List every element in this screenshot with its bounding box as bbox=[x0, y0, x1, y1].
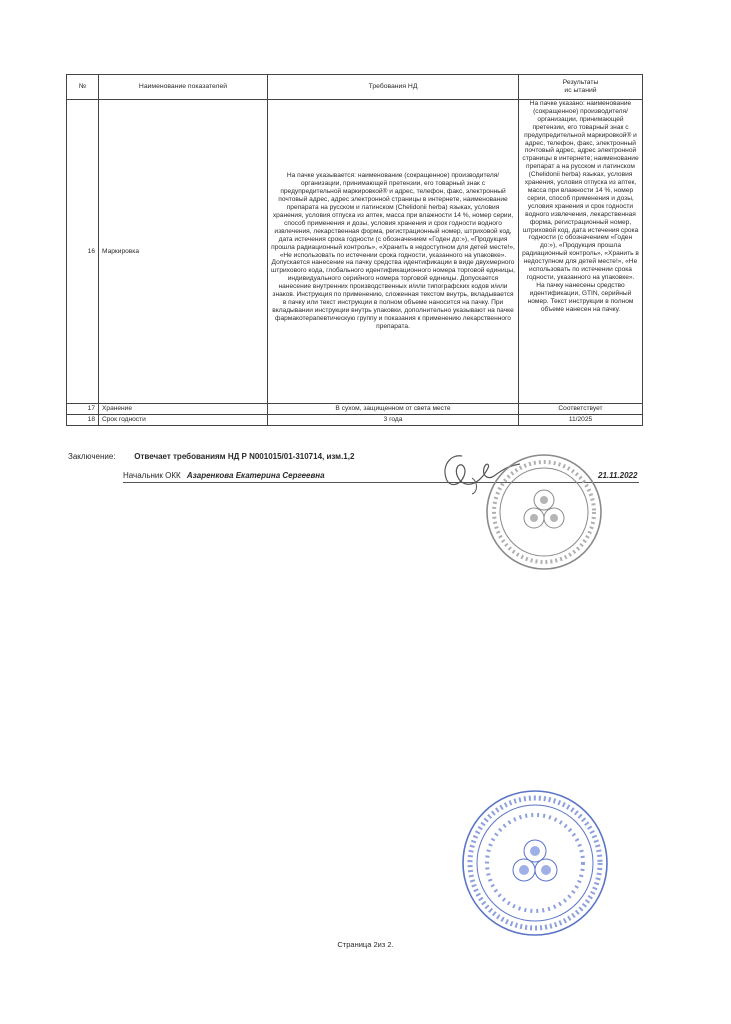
header-num: № bbox=[67, 75, 99, 100]
row-result: 11/2025 bbox=[519, 415, 643, 426]
blue-stamp bbox=[460, 788, 610, 938]
table-header-row bbox=[67, 75, 643, 100]
conclusion-label: Заключение: bbox=[68, 452, 116, 461]
header-name: Наименование показателей bbox=[99, 75, 268, 100]
row-requirement: В сухом, защищенном от света месте bbox=[268, 404, 519, 415]
row-requirement: На пачке указывается: наименование (сокращенное) производителя/организации, принимающей претензии, его товарный знак с предупредительной маркировкой® и адрес, телефон, факс, электронный почтовый адрес, адрес электронной страницы в интернете, наименование препарата на русском и латинском (Chelidonii herba) языках, условия хранения, условия отпуска из аптек, масса при влажности 14 %, номер серии, способ применения и дозы, условия хранения и срок годности водного извлечения, лекарственная форма, регистрационный номер, штриховой код, дата истечения срока годности (с обозначением «Годен до:»), «Продукция прошла радиационный контроль», «Хранить в недоступном для детей месте!», «Не использовать по истечении срока годности, указанного на упаковке». Допускается нанесение на пачку средства идентификации в виде двухмерного штрихового кода, глобального идентификационного номера торговой единицы, индивидуального серийного номера торговой единицы. Допускается нанесение внутренних производственных и/или типографских кодов и/или знаков. Инструкция по применению, сложенная текстом внутрь, вкладывается в пачку или текст инструкции в полном объеме наносится на пачку. При вкладывании инструкции внутрь упаковки, дополнительно указывают на пачке фармакотерапевтическую группу и показания к применению лекарственного препарата. bbox=[268, 100, 519, 404]
row-result: На пачке указано: наименование (сокращенное) производителя/организации, принимающей претензии, его товарный знак с предупредительной маркировкой® и адрес, телефон, факс, электронный почтовый адрес, адрес электронной страницы в интернете; наименование препарат а на русском и латинском (Chelidonii herba) языках, условия хранения, условия отпуска из аптек, масса при влажности 14 %, номер серии, способ применения и дозы, условия хранения и срок годности водного извлечения, лекарственная форма, регистрационный номер, штриховой код, дата истечения срока годности (с обозначением «Годен до:»), «Продукция прошла радиационный контроль», «Хранить в недоступном для детей месте!», «Не использовать по истечении срока годности, указанного на упаковке». На пачку нанесены средство идентификации, GTIN, серийный номер. Текст инструкции в полном объеме нанесен на пачку. bbox=[519, 100, 643, 404]
row-num: 18 bbox=[67, 415, 99, 426]
table-row bbox=[67, 100, 643, 404]
table-row bbox=[67, 404, 643, 415]
row-name: Хранение bbox=[99, 404, 268, 415]
gray-stamp bbox=[484, 452, 604, 572]
row-num: 17 bbox=[67, 404, 99, 415]
header-requirement: Требования НД bbox=[268, 75, 519, 100]
table-row bbox=[67, 415, 643, 426]
row-name: Срок годности bbox=[99, 415, 268, 426]
signoff-date: 21.11.2022 bbox=[598, 471, 638, 480]
signoff-name: Азаренкова Екатерина Сергеевна bbox=[186, 471, 325, 480]
page-number: Страница 2из 2. bbox=[337, 940, 394, 949]
conclusion bbox=[68, 452, 354, 461]
row-num: 16 bbox=[67, 100, 99, 404]
header-result bbox=[519, 75, 643, 100]
conclusion-text: Отвечает требованиям НД Р N001015/01-310714, изм.1,2 bbox=[134, 452, 355, 461]
row-result: Соответствует bbox=[519, 404, 643, 415]
header-result-line2: ис ытаний bbox=[564, 87, 597, 94]
row-requirement: 3 года bbox=[268, 415, 519, 426]
header-result-line1: Результаты bbox=[562, 78, 599, 86]
signoff-position: Начальник ОКК bbox=[123, 471, 181, 480]
test-results-table bbox=[66, 74, 643, 426]
row-name: Маркировка bbox=[99, 100, 268, 404]
